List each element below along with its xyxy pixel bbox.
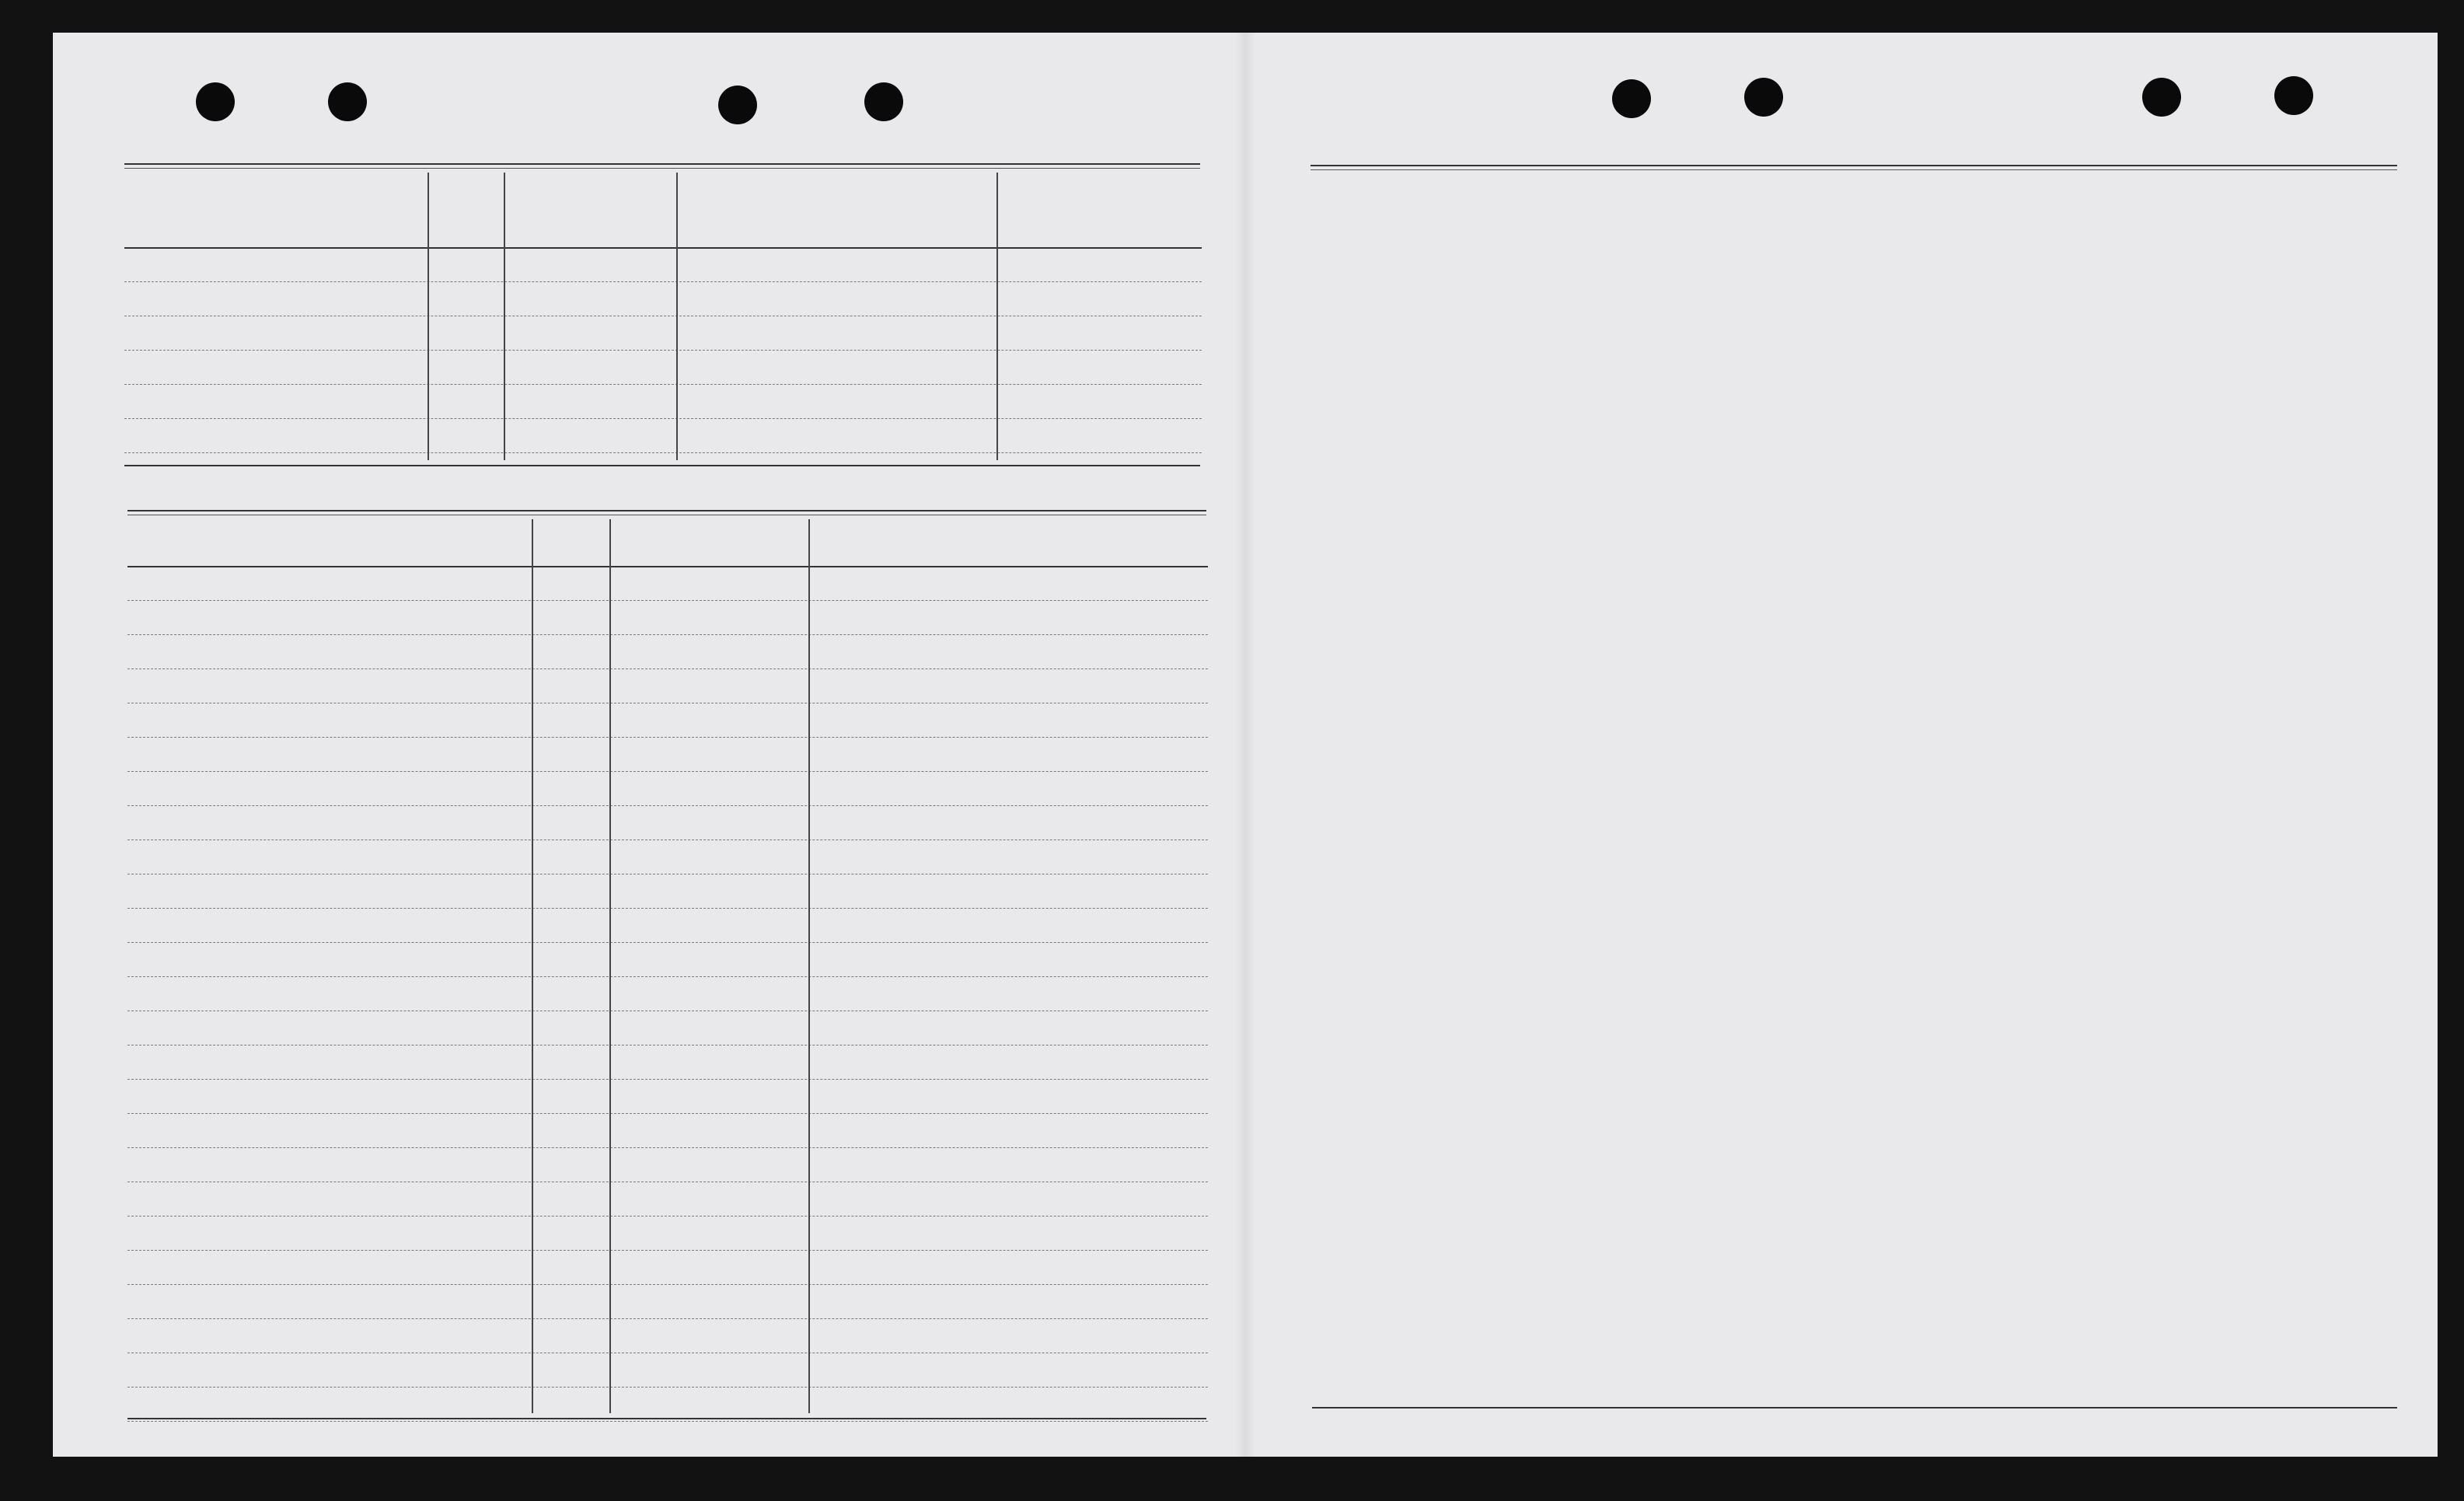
- discharged-left-row-line: [127, 1147, 1208, 1148]
- discharged-table-left: [127, 519, 1208, 1413]
- hospital-bottom-rule: [124, 465, 1200, 466]
- punch-hole: [328, 82, 367, 121]
- punch-hole: [2274, 76, 2313, 115]
- hospital-col-header: [504, 173, 676, 247]
- hospital-row-line: [124, 384, 1202, 385]
- punch-hole: [2142, 78, 2181, 117]
- hospital-header-rule: [124, 247, 1202, 249]
- discharged-left-row-line: [127, 1284, 1208, 1285]
- hospital-top-rule: [124, 163, 1200, 169]
- discharged-left-row-line: [127, 976, 1208, 977]
- discharged-left-row-line: [127, 737, 1208, 738]
- discharged-left-row-line: [127, 908, 1208, 909]
- hospital-column-rule: [996, 173, 998, 460]
- hospital-row-line: [124, 452, 1202, 453]
- discharged-left-row-line: [127, 1113, 1208, 1114]
- discharged-left-col-header: [609, 519, 808, 566]
- discharged-left-header-rule: [127, 566, 1208, 567]
- hospital-col-header: [996, 173, 1202, 247]
- hospital-row-line: [124, 418, 1202, 419]
- discharged-left-row-line: [127, 1421, 1208, 1422]
- punch-hole: [718, 86, 757, 124]
- punch-hole: [864, 82, 903, 121]
- discharged-left-column-rule: [808, 519, 810, 1413]
- discharged-left-row-line: [127, 942, 1208, 943]
- discharged-left-row-line: [127, 1387, 1208, 1388]
- document-sheet: [53, 33, 2438, 1457]
- discharged-continued-top-rule: [1311, 165, 2397, 170]
- page-fold: [1235, 33, 1255, 1457]
- discharged-left-row-line: [127, 805, 1208, 806]
- hospital-col-header: [124, 173, 428, 247]
- hospital-col-header: [676, 173, 996, 247]
- hospital-row-line: [124, 350, 1202, 351]
- discharged-left-col-header: [127, 519, 532, 566]
- hospital-column-rule: [676, 173, 678, 460]
- discharged-left-row-line: [127, 1250, 1208, 1251]
- hospital-column-rule: [504, 173, 505, 460]
- discharged-left-column-rule: [609, 519, 611, 1413]
- discharged-left-row-line: [127, 634, 1208, 635]
- discharged-left-column-rule: [532, 519, 533, 1413]
- punch-hole: [1612, 79, 1651, 118]
- hospital-column-rule: [428, 173, 429, 460]
- discharged-bottom-rule: [127, 1418, 1206, 1419]
- discharged-left-row-line: [127, 1318, 1208, 1319]
- discharged-left-row-line: [127, 1079, 1208, 1080]
- discharged-left-col-header: [532, 519, 609, 566]
- punch-hole: [1744, 78, 1783, 117]
- hospital-col-header: [428, 173, 504, 247]
- discharged-left-row-line: [127, 1216, 1208, 1217]
- discharged-left-col-header: [808, 519, 1208, 566]
- discharged-continued-bottom-rule: [1312, 1407, 2397, 1408]
- discharged-top-rule: [127, 510, 1206, 515]
- discharged-left-row-line: [127, 668, 1208, 669]
- discharged-table-right: [1307, 174, 2399, 1402]
- discharged-left-row-line: [127, 771, 1208, 772]
- punch-hole: [196, 82, 235, 121]
- hospital-table: [124, 173, 1202, 460]
- hospital-row-line: [124, 281, 1202, 282]
- discharged-left-row-line: [127, 600, 1208, 601]
